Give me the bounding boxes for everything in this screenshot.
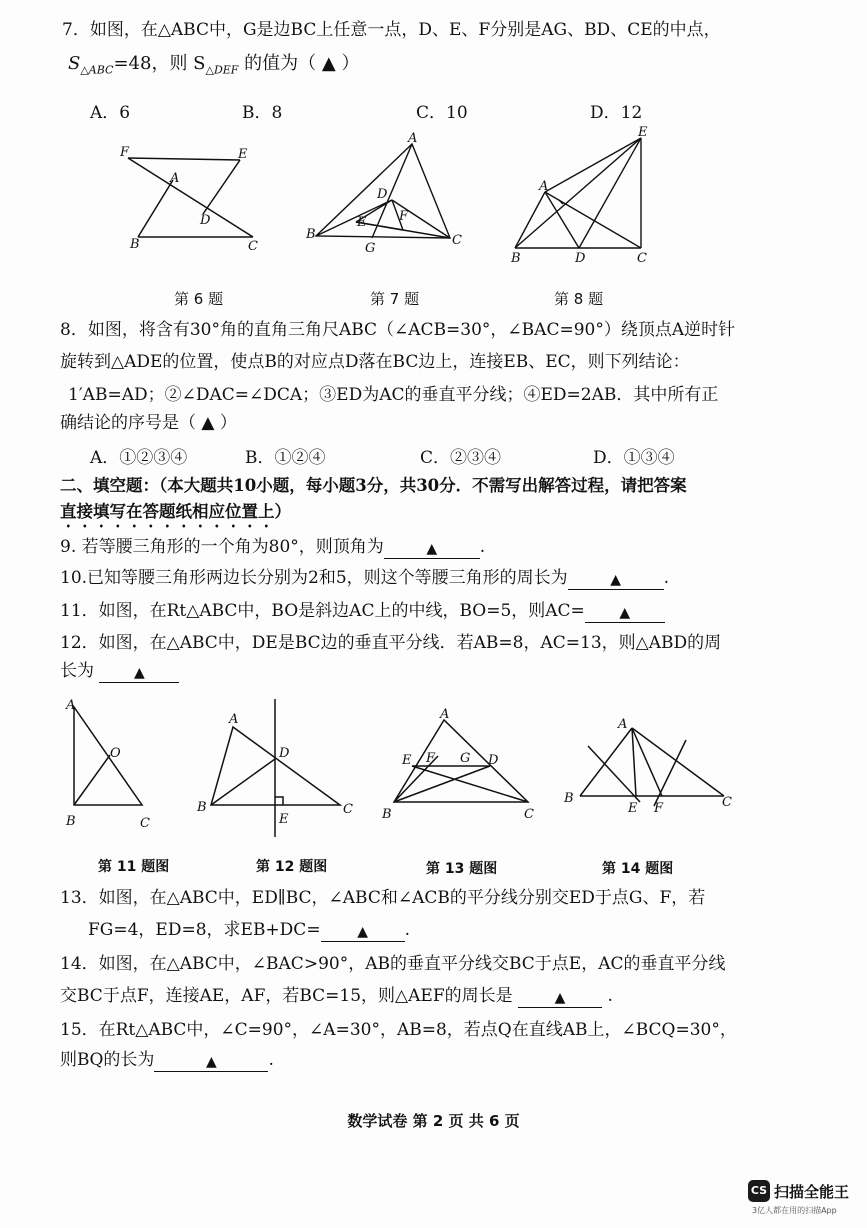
q7-option-c: C．10 [416,103,468,123]
q13-line2: FG=4，ED=8，求EB+DC= ▲ . [88,920,410,940]
q8-line3: 1′AB=AD；②∠DAC=∠DCA；③ED为AC的垂直平分线；④ED=2AB．其中所有正 [68,385,719,405]
fig13-label-b: B [382,807,392,822]
fig7-label-b: B [306,227,316,242]
figure-14 [560,710,750,830]
fig13-label-c: C [524,807,534,822]
fig6-label-a: A [170,171,180,186]
fig6-label-e: E [238,147,248,162]
figure-7 [300,130,470,260]
fig8-caption: 第 8 题 [554,290,604,308]
fig6-label-c: C [248,239,258,254]
fig13-label-e: E [402,753,412,768]
watermark-subtitle: 3亿人都在用的扫描App [752,1206,837,1215]
q8-line1: 8．如图，将含有30°角的直角三角尺ABC（∠ACB=30°，∠BAC=90°）绕顶点A逆时针 [60,320,736,340]
fig6-caption: 第 6 题 [174,290,224,308]
fig8-label-a: A [539,179,549,194]
q14-line1: 14．如图，在△ABC中，∠BAC>90°，AB的垂直平分线交BC于点E，AC的垂直平分线 [60,954,726,974]
q15-line1: 15．在Rt△ABC中，∠C=90°，∠A=30°，AB=8，若点Q在直线AB上，∠BCQ=30°， [60,1020,737,1040]
fig14-label-f: F [654,801,664,816]
camscanner-logo-icon: CS [748,1180,770,1202]
fig7-label-d: D [377,187,388,202]
fig12-label-e: E [279,812,289,827]
figure-12 [195,695,365,845]
q7-option-d: D．12 [590,103,643,123]
q7-option-a: A．6 [90,103,131,123]
q10: 10.已知等腰三角形两边长分别为2和5，则这个等腰三角形的周长为 ▲ . [60,568,670,588]
q12-line2: 长为 ▲ [60,659,179,683]
q8-option-b: B．①②④ [245,448,326,468]
q8-option-a: A．①②③④ [90,448,188,468]
fig8-label-e: E [638,125,648,140]
figure-13 [378,700,548,830]
fig11-caption: 第 11 题图 [98,859,170,875]
q15-line2: 则BQ的长为 ▲ . [60,1050,274,1070]
q7-option-b: B．8 [242,103,283,123]
fig6-label-b: B [130,237,140,252]
fig8-label-b: B [511,251,521,266]
fig7-label-a: A [408,131,418,146]
fig14-label-c: C [722,795,732,810]
q8-option-c: C．②③④ [420,448,502,468]
fig6-label-d: D [200,213,211,228]
q11: 11．如图，在Rt△ABC中，BO是斜边AC上的中线，BO=5，则AC= ▲ [60,599,665,623]
q8-line2: 旋转到△ADE的位置，使点B的对应点D落在BC边上，连接EB、EC，则下列结论： [60,352,690,372]
fig12-label-d: D [279,746,290,761]
page-footer: 数学试卷 第 2 页 共 6 页 [347,1112,520,1130]
fig13-label-a: A [440,707,450,722]
fig11-label-c: C [140,816,150,831]
q7-text: 7．如图，在△ABC中，G是边BC上任意一点，D、E、F分别是AG、BD、CE的中点， [62,20,721,40]
fig13-caption: 第 13 题图 [426,861,498,877]
q8-option-d: D．①③④ [593,448,675,468]
figure-6 [110,140,270,260]
fig7-label-e: E [357,215,367,230]
section2-line2: 直接填写在答题纸相应位置上） [60,502,291,521]
fig7-label-g: G [365,241,376,256]
figure-11 [60,695,170,835]
fig7-caption: 第 7 题 [370,290,420,308]
figure-8 [505,124,665,264]
fig7-label-f: F [399,209,409,224]
fig11-label-b: B [66,814,76,829]
fig8-label-c: C [637,251,647,266]
q14-line2: 交BC于点F，连接AE，AF，若BC=15，则△AEF的周长是 ▲ . [60,986,613,1006]
q12-line1: 12．如图，在△ABC中，DE是BC边的垂直平分线．若AB=8，AC=13，则△ABD的周 [60,633,722,653]
fig13-label-g: G [460,751,471,766]
q9: 9. 若等腰三角形的一个角为80°，则顶角为 ▲ . [60,537,486,557]
fig14-label-e: E [628,801,638,816]
fig14-label-a: A [618,717,628,732]
fig12-label-c: C [343,802,353,817]
fig11-label-a: A [66,698,76,713]
section2-heading: 二、填空题：（本大题共10小题，每小题3分，共30分．不需写出解答过程，请把答案 [60,476,687,495]
fig13-label-d: D [488,753,499,768]
fig12-label-b: B [197,800,207,815]
fig7-label-c: C [452,233,462,248]
watermark-name: 扫描全能王 [774,1183,850,1201]
q8-line4: 确结论的序号是（ ▲ ） [60,413,237,433]
fig14-label-b: B [564,791,574,806]
q7-line2: $S_{\triangle ABC}=48$，则 $S_{\triangle DEF}$ 的值为（ ▲ ） [68,53,360,77]
fig6-label-f: F [120,145,130,160]
fig11-label-o: O [110,746,121,761]
fig13-label-f: F [426,751,436,766]
fig12-caption: 第 12 题图 [256,859,328,875]
fig12-label-a: A [229,712,239,727]
fig14-caption: 第 14 题图 [602,861,674,877]
fig8-label-d: D [575,251,586,266]
q13-line1: 13．如图，在△ABC中，ED∥BC，∠ABC和∠ACB的平分线分别交ED于点G、F，若 [60,888,706,908]
